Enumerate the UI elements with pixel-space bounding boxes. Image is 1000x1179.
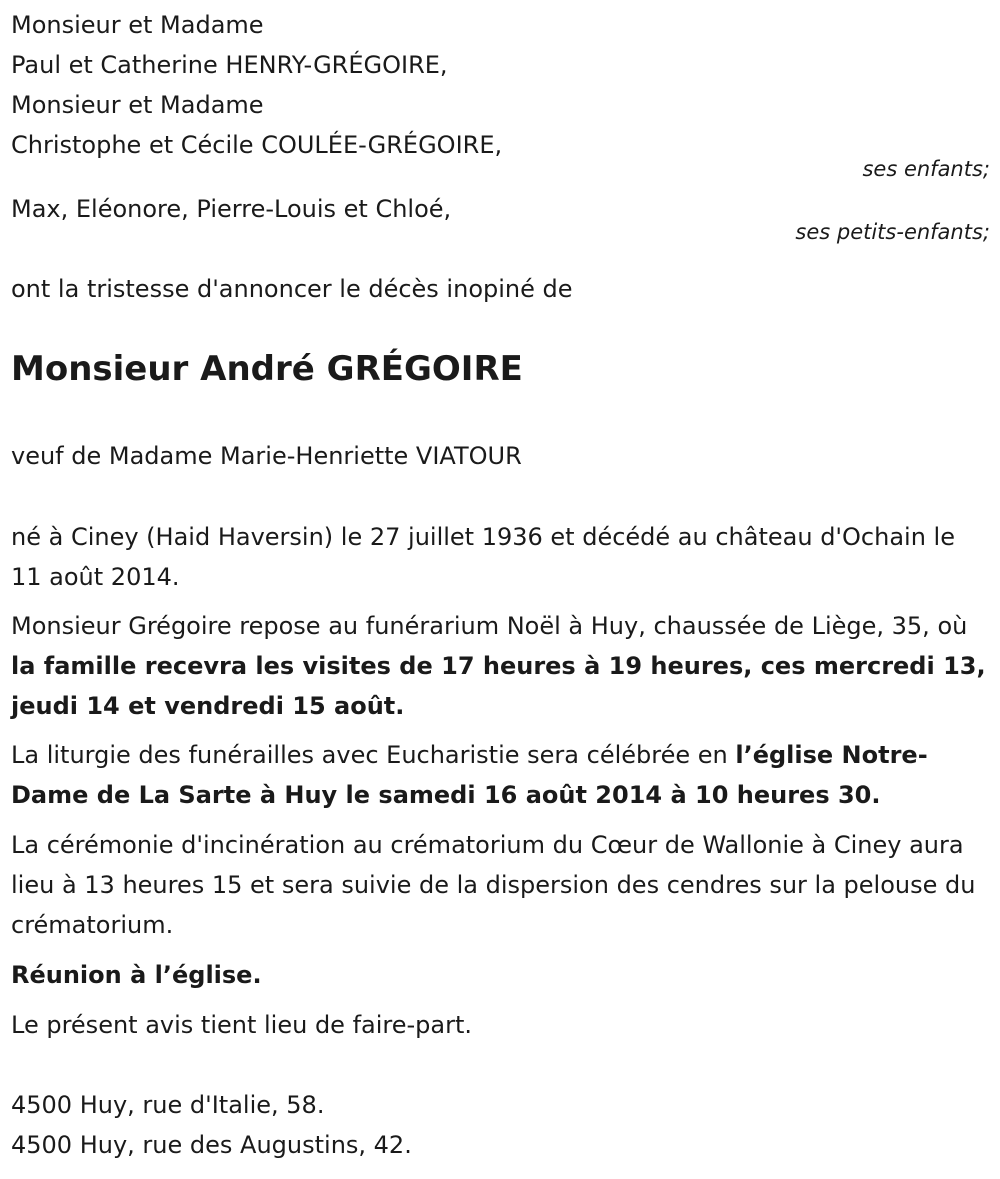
address-2: 4500 Huy, rue des Augustins, 42. xyxy=(11,1131,412,1159)
meeting-line: Réunion à l’église. xyxy=(11,961,262,989)
header-line-4: Christophe et Cécile COULÉE-GRÉGOIRE, xyxy=(11,131,503,159)
cremation-paragraph: La cérémonie d'incinération au crématorium du Cœur de Wallonie à Ciney aura lieu à 13 heures 15 et sera suivie de la dispersion des cendres sur la pelouse du crématorium. xyxy=(11,831,976,939)
header-line-2: Paul et Catherine HENRY-GRÉGOIRE, xyxy=(11,51,448,79)
grandchildren-label: ses petits-enfants; xyxy=(795,220,990,244)
address-1: 4500 Huy, rue d'Italie, 58. xyxy=(11,1091,325,1119)
deceased-name: Monsieur André GRÉGOIRE xyxy=(11,349,523,389)
header-line-1: Monsieur et Madame xyxy=(11,11,264,39)
liturgy-bold-text: l’église Notre-Dame de La Sarte à Huy le samedi 16 août 2014 à 10 heures 30. xyxy=(11,741,928,809)
visitation-paragraph xyxy=(11,606,986,726)
birth-death-paragraph: né à Ciney (Haid Haversin) le 27 juillet 1936 et décédé au château d'Ochain le 11 août 2014. xyxy=(11,523,955,591)
visitation-bold-text: la famille recevra les visites de 17 heures à 19 heures, ces mercredi 13, jeudi 14 et vendredi 15 août. xyxy=(11,652,986,720)
liturgy-text: La liturgie des funérailles avec Eucharistie sera célébrée en xyxy=(11,741,736,769)
widower-line: veuf de Madame Marie-Henriette VIATOUR xyxy=(11,442,522,470)
children-label: ses enfants; xyxy=(862,157,990,181)
notice-line: Le présent avis tient lieu de faire-part. xyxy=(11,1011,473,1039)
announcement-line: ont la tristesse d'annoncer le décès inopiné de xyxy=(11,275,573,303)
header-line-3: Monsieur et Madame xyxy=(11,91,264,119)
grandchildren-names: Max, Eléonore, Pierre-Louis et Chloé, xyxy=(11,195,452,223)
visitation-text: Monsieur Grégoire repose au funérarium Noël à Huy, chaussée de Liège, 35, où xyxy=(11,612,968,640)
liturgy-paragraph xyxy=(11,735,986,815)
